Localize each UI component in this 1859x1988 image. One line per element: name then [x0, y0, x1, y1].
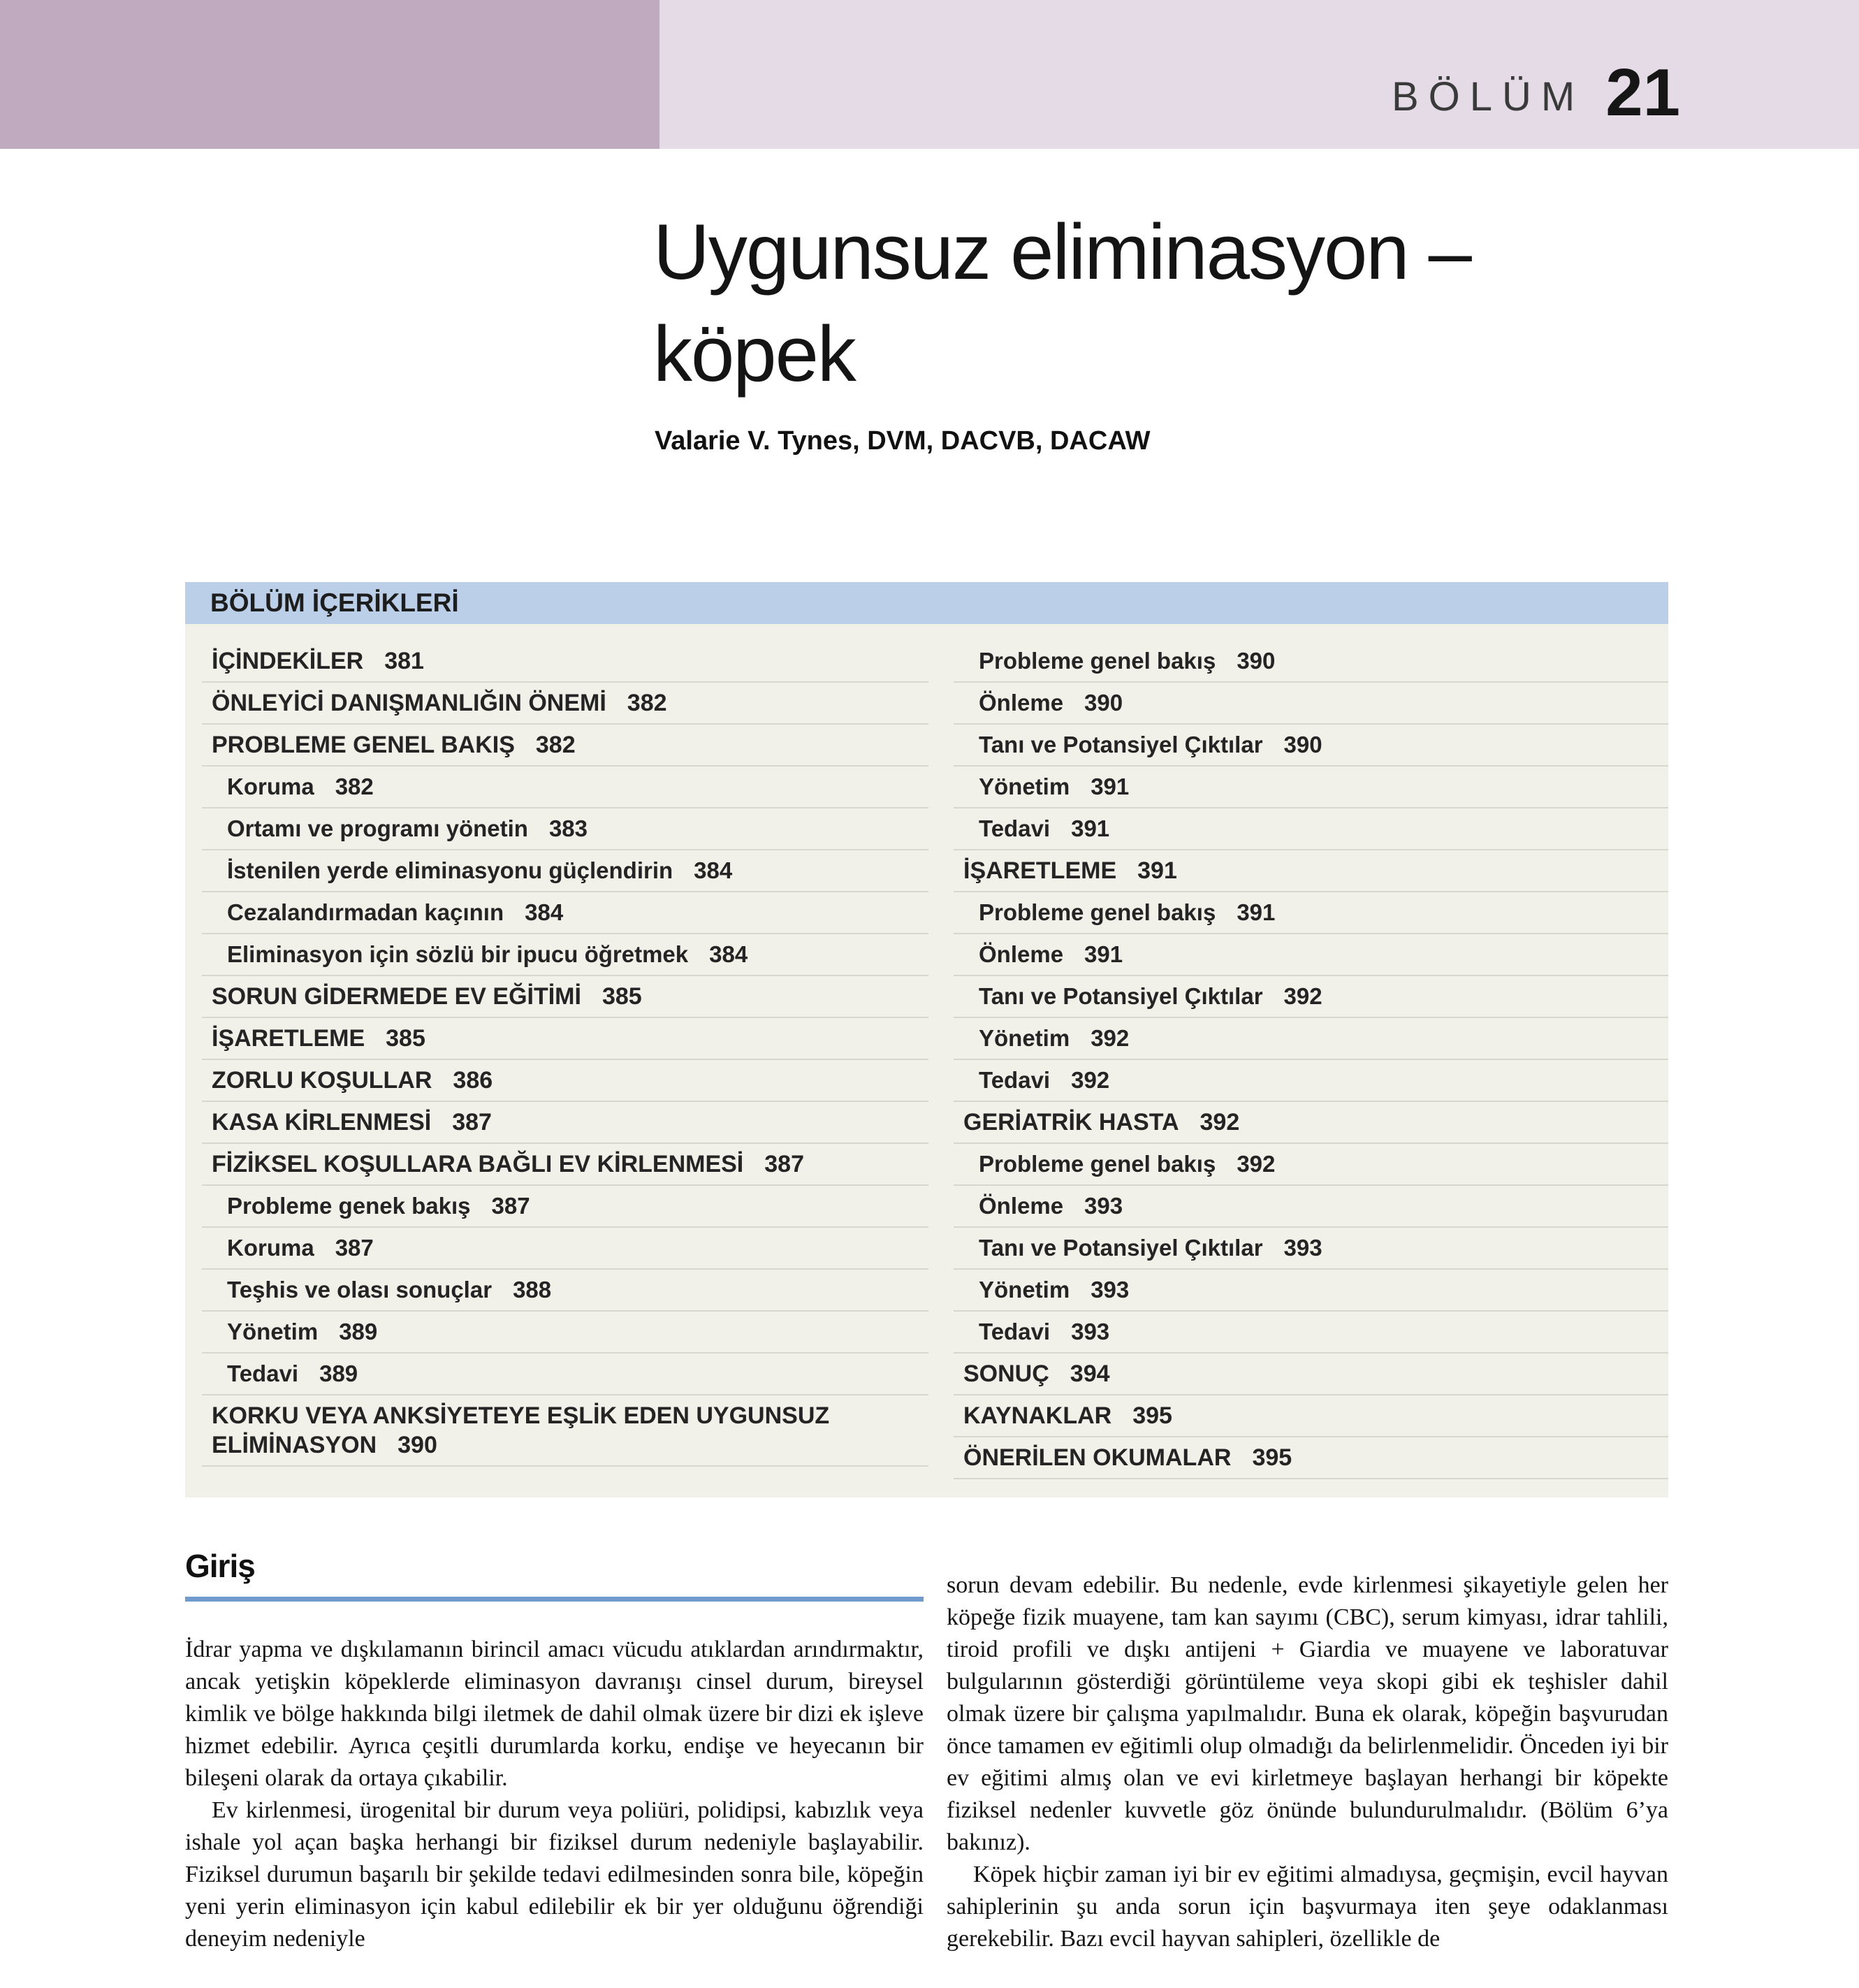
- section-heading-rule: [185, 1597, 924, 1602]
- toc-entry-label: Önleme: [979, 1193, 1064, 1219]
- toc-entry: [954, 641, 1668, 683]
- toc-entry-label: Teşhis ve olası sonuçlar: [227, 1277, 493, 1303]
- toc-entry-label: Ortamı ve programı yönetin: [227, 815, 528, 841]
- toc-entry-page: 388: [513, 1277, 552, 1303]
- toc-entry-label: Probleme genel bakış: [979, 648, 1216, 674]
- toc-entry-label: KORKU VEYA ANKSİYETEYE EŞLİK EDEN UYGUNSUZ ELİMİNASYON: [212, 1402, 830, 1458]
- toc-entry: [202, 683, 928, 725]
- toc-entry: [954, 1312, 1668, 1354]
- toc-entry: [954, 976, 1668, 1018]
- toc-entry-page: 389: [339, 1319, 378, 1344]
- toc-entry: [202, 892, 928, 934]
- toc-entry: [954, 1186, 1668, 1228]
- toc-entry: [202, 1354, 928, 1395]
- body-text-right-column: [947, 1569, 1668, 1955]
- toc-entry-page: 384: [525, 899, 564, 925]
- toc-entry: [202, 1186, 928, 1228]
- toc-entry-page: 387: [764, 1151, 804, 1177]
- toc-entry: [954, 850, 1668, 892]
- toc-entry-page: 385: [602, 983, 642, 1010]
- toc-entry-label: PROBLEME GENEL BAKIŞ: [212, 732, 515, 758]
- toc-entry-label: Cezalandırmadan kaçının: [227, 899, 504, 925]
- toc-entry-label: KASA KİRLENMESİ: [212, 1109, 432, 1136]
- toc-entry: [202, 1060, 928, 1102]
- toc-entry-page: 395: [1132, 1402, 1172, 1429]
- toc-entry: [202, 725, 928, 767]
- toc-entry-label: Yönetim: [979, 774, 1070, 799]
- toc-entry-label: Yönetim: [227, 1319, 319, 1344]
- toc-entry-label: İŞARETLEME: [963, 857, 1117, 884]
- toc-entry: [202, 1270, 928, 1312]
- toc-entry-label: Yönetim: [979, 1025, 1070, 1051]
- toc-entry-page: 384: [694, 857, 733, 883]
- toc-entry-page: 393: [1091, 1277, 1130, 1303]
- toc-entry: [202, 1144, 928, 1186]
- toc-entry-label: Eliminasyon için sözlü bir ipucu öğretmek: [227, 941, 689, 967]
- toc-entry-label: Koruma: [227, 774, 314, 799]
- toc-entry-page: 386: [453, 1067, 493, 1094]
- toc-entry-label: Tedavi: [979, 1067, 1051, 1093]
- toc-entry: [954, 1228, 1668, 1270]
- toc-entry-page: 382: [627, 690, 667, 716]
- toc-entry-page: 389: [319, 1361, 358, 1386]
- toc-entry-page: 385: [386, 1025, 425, 1052]
- toc-entry: [954, 1437, 1668, 1479]
- toc-entry-page: 391: [1071, 815, 1110, 841]
- toc-entry-page: 391: [1084, 941, 1123, 967]
- toc-header: BÖLÜM İÇERİKLERİ: [185, 582, 1668, 624]
- toc-entry-page: 384: [709, 941, 748, 967]
- toc-entry-label: Probleme genek bakış: [227, 1193, 471, 1219]
- toc-entry-label: Önleme: [979, 690, 1064, 716]
- toc-entry-label: İstenilen yerde eliminasyonu güçlendirin: [227, 857, 673, 883]
- toc-entry-page: 382: [335, 774, 374, 799]
- toc-entry-page: 391: [1137, 857, 1177, 884]
- toc-entry: [202, 641, 928, 683]
- toc-entry: [202, 1018, 928, 1060]
- body-text-left-column: [185, 1634, 924, 1955]
- chapter-label: BÖLÜM: [1391, 74, 1585, 119]
- toc-entry-page: 390: [1283, 732, 1322, 757]
- toc-entry-page: 383: [548, 815, 588, 841]
- toc-entry-label: SONUÇ: [963, 1361, 1049, 1387]
- body-paragraph: Köpek hiçbir zaman iyi bir ev eğitimi almadıysa, geçmişin, evcil hayvan sahiplerinin şu anda sorun için başvurmaya iten şeye odaklanması gerekebilir. Bazı evcil hayvan sahipleri, özellikle de: [947, 1862, 1668, 1952]
- toc-entry-label: Probleme genel bakış: [979, 899, 1216, 925]
- toc-entry-label: Tedavi: [227, 1361, 299, 1386]
- toc-entry: [202, 934, 928, 976]
- toc-entry-label: Önleme: [979, 941, 1064, 967]
- toc-right-column: [954, 641, 1668, 1479]
- toc-entry: [954, 934, 1668, 976]
- toc-entry-page: 393: [1283, 1235, 1322, 1261]
- chapter-contents-box: [185, 582, 1668, 1497]
- toc-entry: [954, 725, 1668, 767]
- toc-entry-page: 394: [1070, 1361, 1110, 1387]
- toc-entry-label: Tanı ve Potansiyel Çıktılar: [979, 732, 1263, 757]
- toc-entry: [202, 850, 928, 892]
- toc-entry-label: Tedavi: [979, 1319, 1051, 1344]
- toc-left-column: [202, 641, 928, 1479]
- toc-entry: [202, 1228, 928, 1270]
- top-band-dark: [0, 0, 659, 149]
- toc-entry: [202, 767, 928, 808]
- toc-entry-page: 387: [335, 1235, 374, 1261]
- author-line: Valarie V. Tynes, DVM, DACVB, DACAW: [655, 426, 1151, 456]
- toc-entry-page: 387: [491, 1193, 530, 1219]
- toc-entry-label: İŞARETLEME: [212, 1025, 365, 1052]
- toc-entry-label: Tanı ve Potansiyel Çıktılar: [979, 983, 1263, 1009]
- toc-entry: [954, 1018, 1668, 1060]
- body-paragraph: Ev kirlenmesi, ürogenital bir durum veya poliüri, polidipsi, kabızlık veya ishale yol açan başka herhangi bir fiziksel durum nedeniyle başlayabilir. Fiziksel durumun başarılı bir şekilde tedavi edilmesinden sonra bile, köpeğin yeni yerin eliminasyon için kabul edilebilir ek bir yer olduğunu öğrendiği deneyim nedeniyle: [185, 1797, 924, 1952]
- toc-entry-page: 395: [1252, 1444, 1292, 1471]
- toc-entry-label: Probleme genel bakış: [979, 1151, 1216, 1177]
- body-paragraph: İdrar yapma ve dışkılamanın birincil amacı vücudu atıklardan arındırmaktır, ancak yetişkin köpeklerde eliminasyon davranışı cinsel durum, bireysel kimlik ve bölge hakkında bilgi iletmek de dahil olmak üzere bir dizi ek işleve hizmet edebilir. Ayrıca çeşitli durumlarda korku, endişe ve heyecanın bir bileşeni olarak da ortaya çıkabilir.: [185, 1637, 924, 1791]
- toc-entry-page: 391: [1091, 774, 1130, 799]
- toc-entry: [202, 1312, 928, 1354]
- toc-entry: [954, 1354, 1668, 1395]
- toc-entry: [954, 1102, 1668, 1144]
- toc-entry: [202, 976, 928, 1018]
- toc-entry-page: 390: [398, 1432, 437, 1458]
- toc-entry-label: Tanı ve Potansiyel Çıktılar: [979, 1235, 1263, 1261]
- toc-entry-page: 390: [1237, 648, 1276, 674]
- toc-entry: [954, 1060, 1668, 1102]
- toc-entry-page: 382: [535, 732, 576, 758]
- toc-entry-label: Koruma: [227, 1235, 314, 1261]
- toc-entry-label: FİZİKSEL KOŞULLARA BAĞLI EV KİRLENMESİ: [212, 1151, 744, 1177]
- toc-entry-label: GERİATRİK HASTA: [963, 1109, 1179, 1136]
- toc-entry: [954, 808, 1668, 850]
- toc-entry-label: Tedavi: [979, 815, 1051, 841]
- toc-entry: [954, 767, 1668, 808]
- toc-entry-page: 387: [452, 1109, 492, 1136]
- toc-entry-page: 391: [1237, 899, 1276, 925]
- toc-entry-label: İÇİNDEKİLER: [212, 648, 364, 674]
- chapter-number: 21: [1605, 55, 1680, 130]
- toc-entry: [954, 1395, 1668, 1437]
- toc-entry: [202, 808, 928, 850]
- section-heading-giris: Giriş: [185, 1548, 255, 1584]
- toc-entry-label: ÖNERİLEN OKUMALAR: [963, 1444, 1232, 1471]
- toc-entry: [202, 1395, 928, 1467]
- chapter-title-line1: Uygunsuz eliminasyon –: [653, 208, 1471, 296]
- toc-entry: [954, 1144, 1668, 1186]
- toc-entry-label: ZORLU KOŞULLAR: [212, 1067, 432, 1094]
- toc-entry: [954, 1270, 1668, 1312]
- toc-entry: [954, 683, 1668, 725]
- toc-entry-page: 393: [1084, 1193, 1123, 1219]
- toc-entry-page: 392: [1091, 1025, 1130, 1051]
- chapter-header: [1392, 0, 1680, 149]
- chapter-title-line2: köpek: [653, 310, 855, 398]
- toc-body: [185, 624, 1668, 1497]
- toc-entry: [202, 1102, 928, 1144]
- toc-entry-page: 392: [1283, 983, 1322, 1009]
- toc-entry-label: SORUN GİDERMEDE EV EĞİTİMİ: [212, 983, 581, 1010]
- chapter-title: [653, 201, 1471, 405]
- toc-entry-page: 392: [1071, 1067, 1110, 1093]
- toc-entry: [954, 892, 1668, 934]
- toc-entry-page: 393: [1071, 1319, 1110, 1344]
- toc-entry-label: KAYNAKLAR: [963, 1402, 1112, 1429]
- toc-entry-label: ÖNLEYİCİ DANIŞMANLIĞIN ÖNEMİ: [212, 690, 606, 716]
- toc-entry-page: 390: [1084, 690, 1123, 716]
- toc-entry-label: Yönetim: [979, 1277, 1070, 1303]
- toc-entry-page: 392: [1237, 1151, 1276, 1177]
- body-paragraph: sorun devam edebilir. Bu nedenle, evde kirlenmesi şikayetiyle gelen her köpeğe fizik muayene, tam kan sayımı (CBC), serum kimyası, idrar tahlili, tiroid profili ve dışkı antijeni + Giardia ve muayene ve laboratuvar bulgularının gösterdiği görüntüleme veya skopi gibi ek teşhisler dahil olmak üzere bir çalışma yapılmalıdır. Buna ek olarak, köpeğin başvurudan önce tamamen ev eğitimli olup olmadığı da belirlenmelidir. Önceden iyi bir ev eğitimi almış olan ve evi kirletmeye başlayan herhangi bir köpekte fiziksel nedenler kuvvetle göz önünde bulundurulmalıdır. (Bölüm 6’ya bakınız).: [947, 1572, 1668, 1855]
- toc-entry-page: 392: [1200, 1109, 1240, 1136]
- toc-entry-page: 381: [384, 648, 424, 674]
